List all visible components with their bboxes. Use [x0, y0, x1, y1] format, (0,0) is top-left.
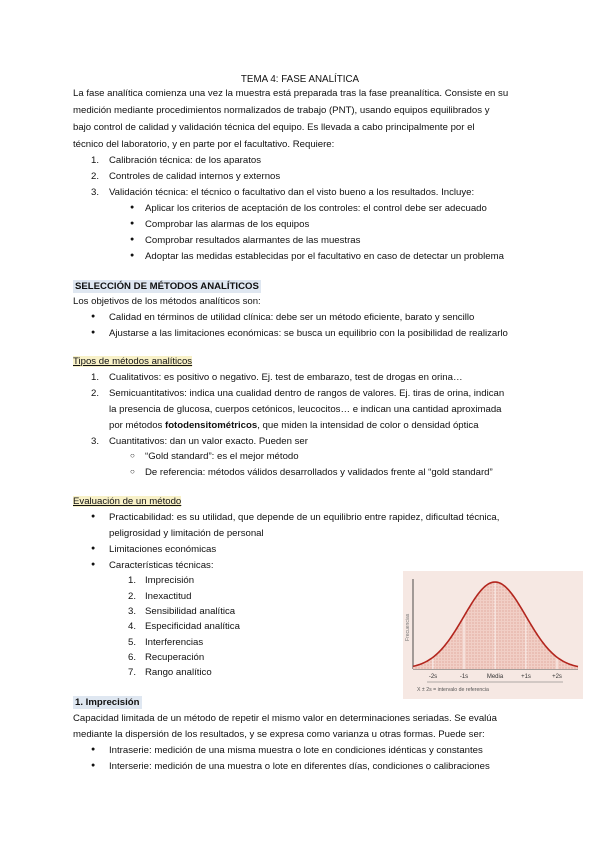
list-item: Rango analítico: [145, 667, 212, 678]
list-item-continuation: la presencia de glucosa, cuerpos cetónicos, leucocitos… e indican una cantidad aproximada: [109, 404, 502, 415]
list-number: 1.: [128, 575, 137, 586]
paragraph-line: mediante la dispersión de los resultados, y se expresa como varianza u otras formas. Puede ser:: [73, 729, 485, 740]
intro-line: medición mediante procedimientos normalizados de trabajo (PNT), usando equipos equilibrados y: [73, 105, 490, 116]
list-item: Calibración técnica: de los aparatos: [109, 155, 261, 166]
section-heading-text: 1. Imprecisión: [75, 697, 140, 708]
bullet-icon: ●: [130, 220, 135, 227]
section-heading: [73, 356, 192, 367]
tick-label: Media: [486, 674, 504, 680]
list-item: Calidad en términos de utilidad clínica: debe ser un método eficiente, barato y sencillo: [109, 312, 475, 323]
list-item: Semicuantitativos: indica una cualidad dentro de rangos de valores. Ej. tiras de orina, indican: [109, 388, 505, 399]
text-run: por métodos: [109, 420, 165, 431]
list-number: 1.: [91, 155, 100, 166]
list-number: 1.: [91, 372, 100, 383]
list-number: 7.: [128, 667, 137, 678]
list-item-continuation: [109, 420, 479, 431]
section-heading: [73, 697, 142, 708]
tick-label: +1s: [521, 674, 531, 680]
bullet-icon: ●: [91, 545, 96, 552]
list-item: Aplicar los criterios de aceptación de los controles: el control debe ser adecuado: [145, 203, 487, 214]
list-item: Interferencias: [145, 637, 204, 648]
list-number: 3.: [91, 187, 100, 198]
bullet-icon: ●: [91, 513, 96, 520]
list-item: Ajustarse a las limitaciones económicas: se busca un equilibrio con la posibilidad de realizarlo: [109, 328, 508, 339]
list-item: Comprobar las alarmas de los equipos: [145, 219, 310, 230]
list-number: 2.: [91, 171, 100, 182]
y-axis-label: Frecuencias: [405, 613, 411, 641]
paragraph-line: Capacidad limitada de un método de repetir el mismo valor en determinaciones seriadas. Se evalúa: [73, 713, 497, 724]
section-heading: [73, 496, 181, 507]
list-number: 3.: [91, 436, 100, 447]
section-heading-text: SELECCIÓN DE MÉTODOS ANALÍTICOS: [75, 281, 259, 292]
list-number: 2.: [91, 388, 100, 399]
intro-line: técnico del laboratorio, y en parte por el facultativo. Requiere:: [73, 139, 335, 150]
list-number: 2.: [128, 591, 137, 602]
circle-bullet-icon: ○: [130, 451, 135, 460]
bullet-icon: ●: [91, 313, 96, 320]
bullet-icon: ●: [91, 561, 96, 568]
tick-label: -1s: [459, 674, 469, 680]
bullet-icon: ●: [130, 236, 135, 243]
list-item: Controles de calidad internos y externos: [109, 171, 281, 182]
list-item: Imprecisión: [145, 575, 195, 586]
bullet-icon: ●: [91, 746, 96, 753]
list-number: 5.: [128, 637, 137, 648]
bullet-icon: ●: [130, 204, 135, 211]
list-item: Comprobar resultados alarmantes de las muestras: [145, 235, 361, 246]
section-heading-text: Tipos de métodos analíticos: [73, 356, 193, 367]
list-item: Adoptar las medidas establecidas por el facultativo en caso de detectar un problema: [145, 251, 504, 262]
bullet-icon: ●: [130, 252, 135, 259]
list-item: Características técnicas:: [109, 560, 214, 571]
list-number: 3.: [128, 606, 137, 617]
bullet-icon: ●: [91, 762, 96, 769]
tick-label: +2s: [552, 674, 562, 680]
page-title: TEMA 4: FASE ANALÍTICA: [240, 74, 360, 85]
bullet-icon: ●: [91, 329, 96, 336]
list-item: Interserie: medición de una muestra o lote en diferentes días, condiciones o calibraciones: [109, 761, 490, 772]
normal-distribution-figure: [403, 571, 583, 699]
tick-label: -2s: [428, 674, 438, 680]
list-item: Validación técnica: el técnico o facultativo dan el visto bueno a los resultados. Incluye:: [109, 187, 475, 198]
section-lead: Los objetivos de los métodos analíticos son:: [73, 296, 261, 307]
figure-caption: X ± 2s = intervalo de referencia: [417, 687, 489, 693]
text-run: , que miden la intensidad de color o densidad óptica: [257, 420, 479, 431]
section-heading: [73, 281, 261, 292]
list-item: Cuantitativos: dan un valor exacto. Pueden ser: [109, 436, 308, 447]
intro-line: La fase analítica comienza una vez la muestra está preparada tras la fase preanalítica. Consiste en su: [73, 88, 509, 99]
list-item: Especificidad analítica: [145, 621, 240, 632]
list-item: Sensibilidad analítica: [145, 606, 236, 617]
list-item: Inexactitud: [145, 591, 192, 602]
list-number: 4.: [128, 621, 137, 632]
list-item: Cualitativos: es positivo o negativo. Ej. test de embarazo, test de drogas en orina…: [109, 372, 463, 383]
bold-term: fotodensitométricos: [165, 420, 258, 431]
list-number: 6.: [128, 652, 137, 663]
list-item-continuation: peligrosidad y limitación de personal: [109, 528, 264, 539]
list-item: Practicabilidad: es su utilidad, que depende de un equilibrio entre rapidez, dificultad técnica,: [109, 512, 500, 523]
circle-bullet-icon: ○: [130, 467, 135, 476]
list-item: Limitaciones económicas: [109, 544, 217, 555]
section-heading-text: Evaluación de un método: [73, 496, 182, 507]
list-item: De referencia: métodos válidos desarrollados y validados frente al “gold standard”: [145, 467, 493, 478]
list-item: Intraserie: medición de una misma muestra o lote en condiciones idénticas y constantes: [109, 745, 483, 756]
intro-line: bajo control de calidad y validación técnica del equipo. Es llevada a cabo principalmente por el: [73, 122, 475, 133]
list-item: “Gold standard”: es el mejor método: [145, 451, 299, 462]
list-item: Recuperación: [145, 652, 205, 663]
